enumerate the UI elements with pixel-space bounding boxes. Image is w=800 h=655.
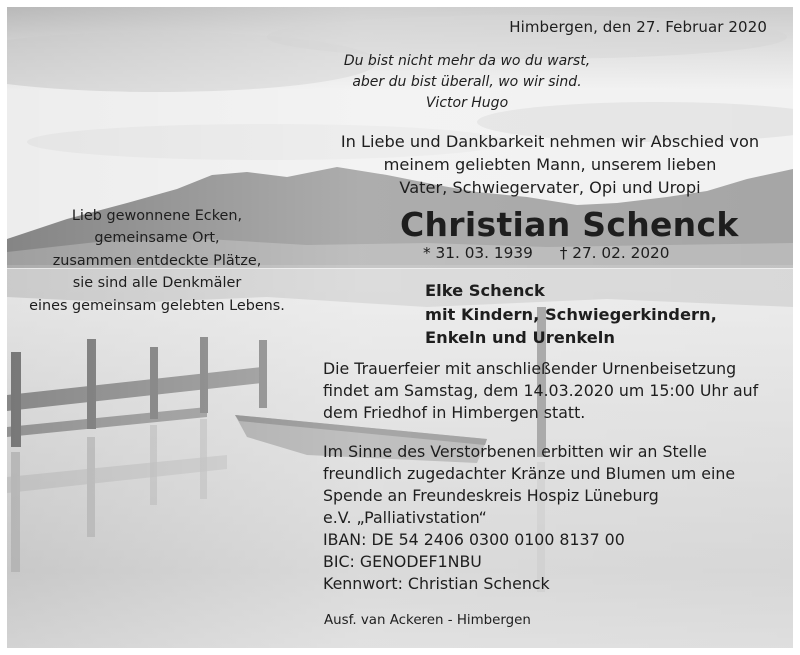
reference-keyword: Kennwort: Christian Schenck [323, 574, 550, 593]
donation-line: Spende an Freundeskreis Hospiz Lüneburg [323, 486, 659, 505]
obituary-notice [7, 7, 793, 648]
intro-text [307, 130, 793, 199]
place-and-date: Himbergen, den 27. Februar 2020 [509, 18, 767, 36]
bic: BIC: GENODEF1NBU [323, 552, 482, 571]
iban: IBAN: DE 54 2406 0300 0100 8137 00 [323, 530, 625, 549]
family-line: Elke Schenck [425, 281, 545, 300]
quote [307, 51, 627, 114]
death-date: † 27. 02. 2020 [559, 244, 670, 262]
family-line: Enkeln und Urenkeln [425, 328, 615, 347]
donation-line: freundlich zugedachter Kränze und Blumen um eine [323, 464, 736, 483]
donation-line: Im Sinne des Verstorbenen erbitten wir an Stelle [323, 442, 707, 461]
family-line: mit Kindern, Schwiegerkindern, [425, 304, 717, 324]
poem [7, 205, 307, 317]
intro-line: In Liebe und Dankbarkeit nehmen wir Abschied von [340, 132, 760, 151]
quote-line: Du bist nicht mehr da wo du warst, [343, 53, 591, 69]
donation-line: e.V. „Palliativstation“ [323, 508, 487, 527]
intro-line: meinem geliebten Mann, unserem lieben [383, 155, 717, 174]
poem-line: gemeinsame Ort, [94, 230, 220, 247]
poem-line: Lieb gewonnene Ecken, [71, 208, 243, 224]
donation-details [323, 441, 793, 595]
funeral-line: findet am Samstag, dem 14.03.2020 um 15:00 Uhr auf [323, 381, 759, 400]
funeral-line: Die Trauerfeier mit anschließender Urnenbeisetzung [323, 359, 737, 378]
mourning-family [425, 279, 717, 350]
poem-line: sie sind alle Denkmäler [72, 275, 242, 292]
undertaker-note: Ausf. van Ackeren - Himbergen [324, 613, 531, 628]
quote-author: Victor Hugo [425, 95, 509, 111]
funeral-line: dem Friedhof in Himbergen statt. [323, 403, 586, 422]
intro-line: Vater, Schwiegervater, Opi und Uropi [399, 178, 701, 197]
funeral-details [323, 358, 793, 424]
poem-line: eines gemeinsam gelebten Lebens. [29, 297, 285, 314]
birth-date: * 31. 03. 1939 [423, 244, 533, 262]
life-dates [423, 244, 692, 262]
quote-line: aber du bist überall, wo wir sind. [352, 74, 582, 90]
deceased-name: Christian Schenck [400, 205, 739, 244]
poem-line: zusammen entdeckte Plätze, [52, 252, 262, 269]
